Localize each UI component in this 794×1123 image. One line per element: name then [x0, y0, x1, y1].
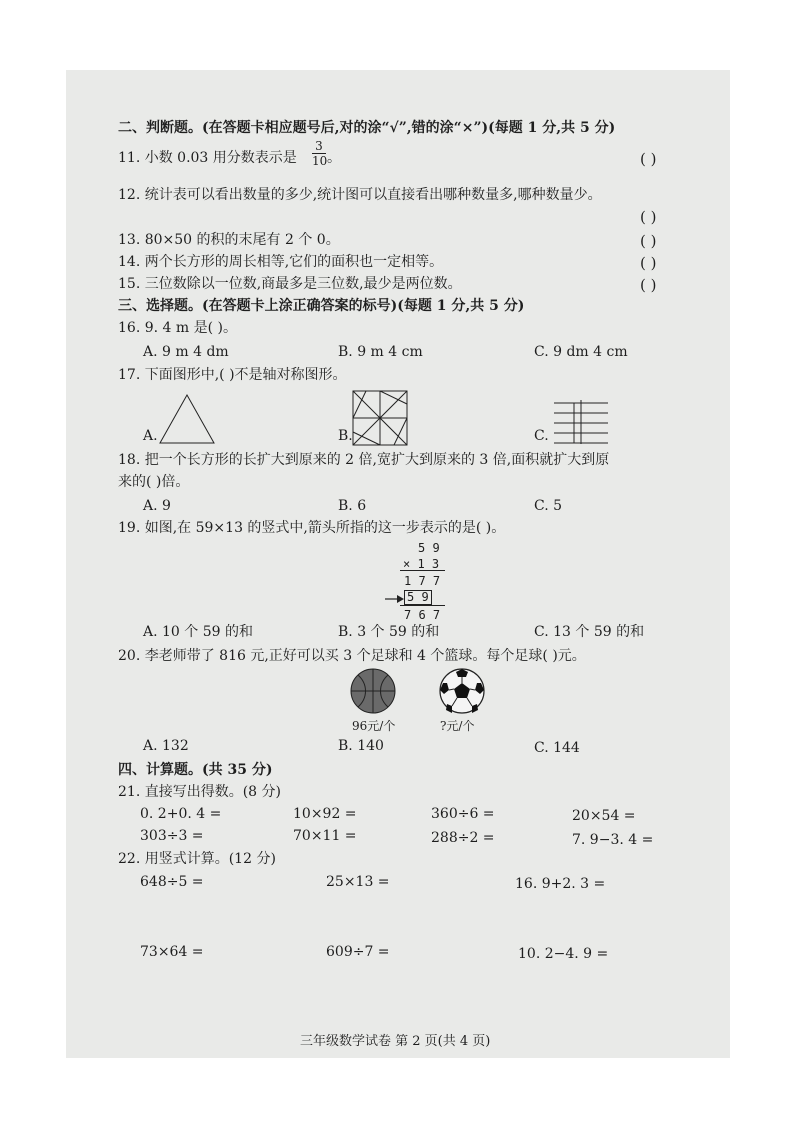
vertical-calc-item: 10. 2−4. 9 = — [518, 946, 609, 962]
football-price-label: ?元/个 — [440, 719, 475, 733]
oral-calc-item: 7. 9−3. 4 = — [572, 832, 654, 848]
oral-calc-item: 303÷3 = — [140, 828, 204, 844]
calc-rule-2 — [400, 605, 445, 606]
answer-paren-15[interactable]: ( ) — [640, 276, 657, 294]
vertical-calc-item: 16. 9+2. 3 = — [515, 876, 606, 892]
fraction-3-10: 3 10 — [312, 139, 328, 168]
question-22: 22. 用竖式计算。(12 分) — [118, 851, 276, 867]
question-12: 12. 统计表可以看出数量的多少,统计图可以直接看出哪种数量多,哪种数量少。 — [118, 187, 602, 203]
oral-calc-item: 288÷2 = — [431, 830, 495, 846]
calc-row-multiplier: × 1 3 — [403, 557, 440, 571]
vertical-calc-item: 648÷5 = — [140, 874, 204, 890]
oral-calc-item: 70×11 = — [293, 828, 357, 844]
question-21: 21. 直接写出得数。(8 分) — [118, 784, 281, 800]
arrow-icon — [385, 595, 405, 603]
question-14: 14. 两个长方形的周长相等,它们的面积也一定相等。 — [118, 254, 444, 270]
question-18-line1: 18. 把一个长方形的长扩大到原来的 2 倍,宽扩大到原来的 3 倍,面积就扩大到原 — [118, 452, 610, 468]
basketball-icon — [350, 668, 396, 714]
oral-calc-item: 10×92 = — [293, 806, 357, 822]
option-17-a[interactable]: A. — [143, 428, 158, 444]
option-20-c[interactable]: C. 144 — [534, 740, 580, 756]
question-15: 15. 三位数除以一位数,商最多是三位数,最少是两位数。 — [118, 276, 462, 292]
option-18-c[interactable]: C. 5 — [534, 498, 563, 514]
question-11: 11. 小数 0.03 用分数表示是 — [118, 150, 297, 166]
pinwheel-figure — [352, 390, 408, 446]
option-16-b[interactable]: B. 9 m 4 cm — [338, 344, 423, 360]
option-20-a[interactable]: A. 132 — [143, 738, 189, 754]
ladder-figure — [550, 398, 612, 446]
vertical-calc-item: 609÷7 = — [326, 944, 390, 960]
calc-row-partial-2: 5 9 — [404, 590, 432, 605]
option-20-b[interactable]: B. 140 — [338, 738, 384, 754]
option-16-c[interactable]: C. 9 dm 4 cm — [534, 344, 628, 360]
answer-paren-11[interactable]: ( ) — [640, 150, 657, 168]
question-13: 13. 80×50 的积的末尾有 2 个 0。 — [118, 232, 340, 248]
question-18-line2: 来的( )倍。 — [118, 474, 190, 490]
question-19: 19. 如图,在 59×13 的竖式中,箭头所指的这一步表示的是( )。 — [118, 520, 506, 536]
option-18-a[interactable]: A. 9 — [143, 498, 171, 514]
question-20: 20. 李老师带了 816 元,正好可以买 3 个足球和 4 个篮球。每个足球( )元。 — [118, 648, 586, 664]
calc-row-partial-1: 1 7 7 — [404, 574, 441, 588]
answer-paren-14[interactable]: ( ) — [640, 254, 657, 272]
page-footer: 三年级数学试卷 第 2 页(共 4 页) — [300, 1034, 491, 1049]
option-17-b[interactable]: B. — [338, 428, 353, 444]
soccer-ball-icon — [439, 668, 485, 714]
option-19-c[interactable]: C. 13 个 59 的和 — [534, 624, 645, 640]
triangle-figure — [158, 393, 216, 445]
vertical-calc-item: 25×13 = — [326, 874, 390, 890]
calc-row-product: 7 6 7 — [404, 608, 441, 622]
vertical-calc-item: 73×64 = — [140, 944, 204, 960]
judge-section-header: 二、判断题。(在答题卡相应题号后,对的涂“√”,错的涂“×”)(每题 1 分,共 5 分) — [118, 120, 616, 136]
option-19-a[interactable]: A. 10 个 59 的和 — [143, 624, 253, 640]
answer-paren-13[interactable]: ( ) — [640, 232, 657, 250]
choice-section-header: 三、选择题。(在答题卡上涂正确答案的标号)(每题 1 分,共 5 分) — [118, 298, 525, 314]
basketball-price-label: 96元/个 — [352, 719, 396, 733]
oral-calc-item: 360÷6 = — [431, 806, 495, 822]
calc-rule-1 — [400, 570, 445, 571]
question-11-end: 。 — [327, 150, 341, 166]
calc-section-header: 四、计算题。(共 35 分) — [118, 762, 273, 778]
option-18-b[interactable]: B. 6 — [338, 498, 367, 514]
calc-row-multiplicand: 5 9 — [418, 541, 440, 555]
option-16-a[interactable]: A. 9 m 4 dm — [143, 344, 229, 360]
option-17-c[interactable]: C. — [534, 428, 549, 444]
question-16: 16. 9. 4 m 是( )。 — [118, 320, 237, 336]
exam-sheet — [66, 70, 730, 1058]
oral-calc-item: 20×54 = — [572, 808, 636, 824]
option-19-b[interactable]: B. 3 个 59 的和 — [338, 624, 440, 640]
oral-calc-item: 0. 2+0. 4 = — [140, 806, 222, 822]
question-17: 17. 下面图形中,( )不是轴对称图形。 — [118, 367, 347, 383]
answer-paren-12[interactable]: ( ) — [640, 208, 657, 226]
